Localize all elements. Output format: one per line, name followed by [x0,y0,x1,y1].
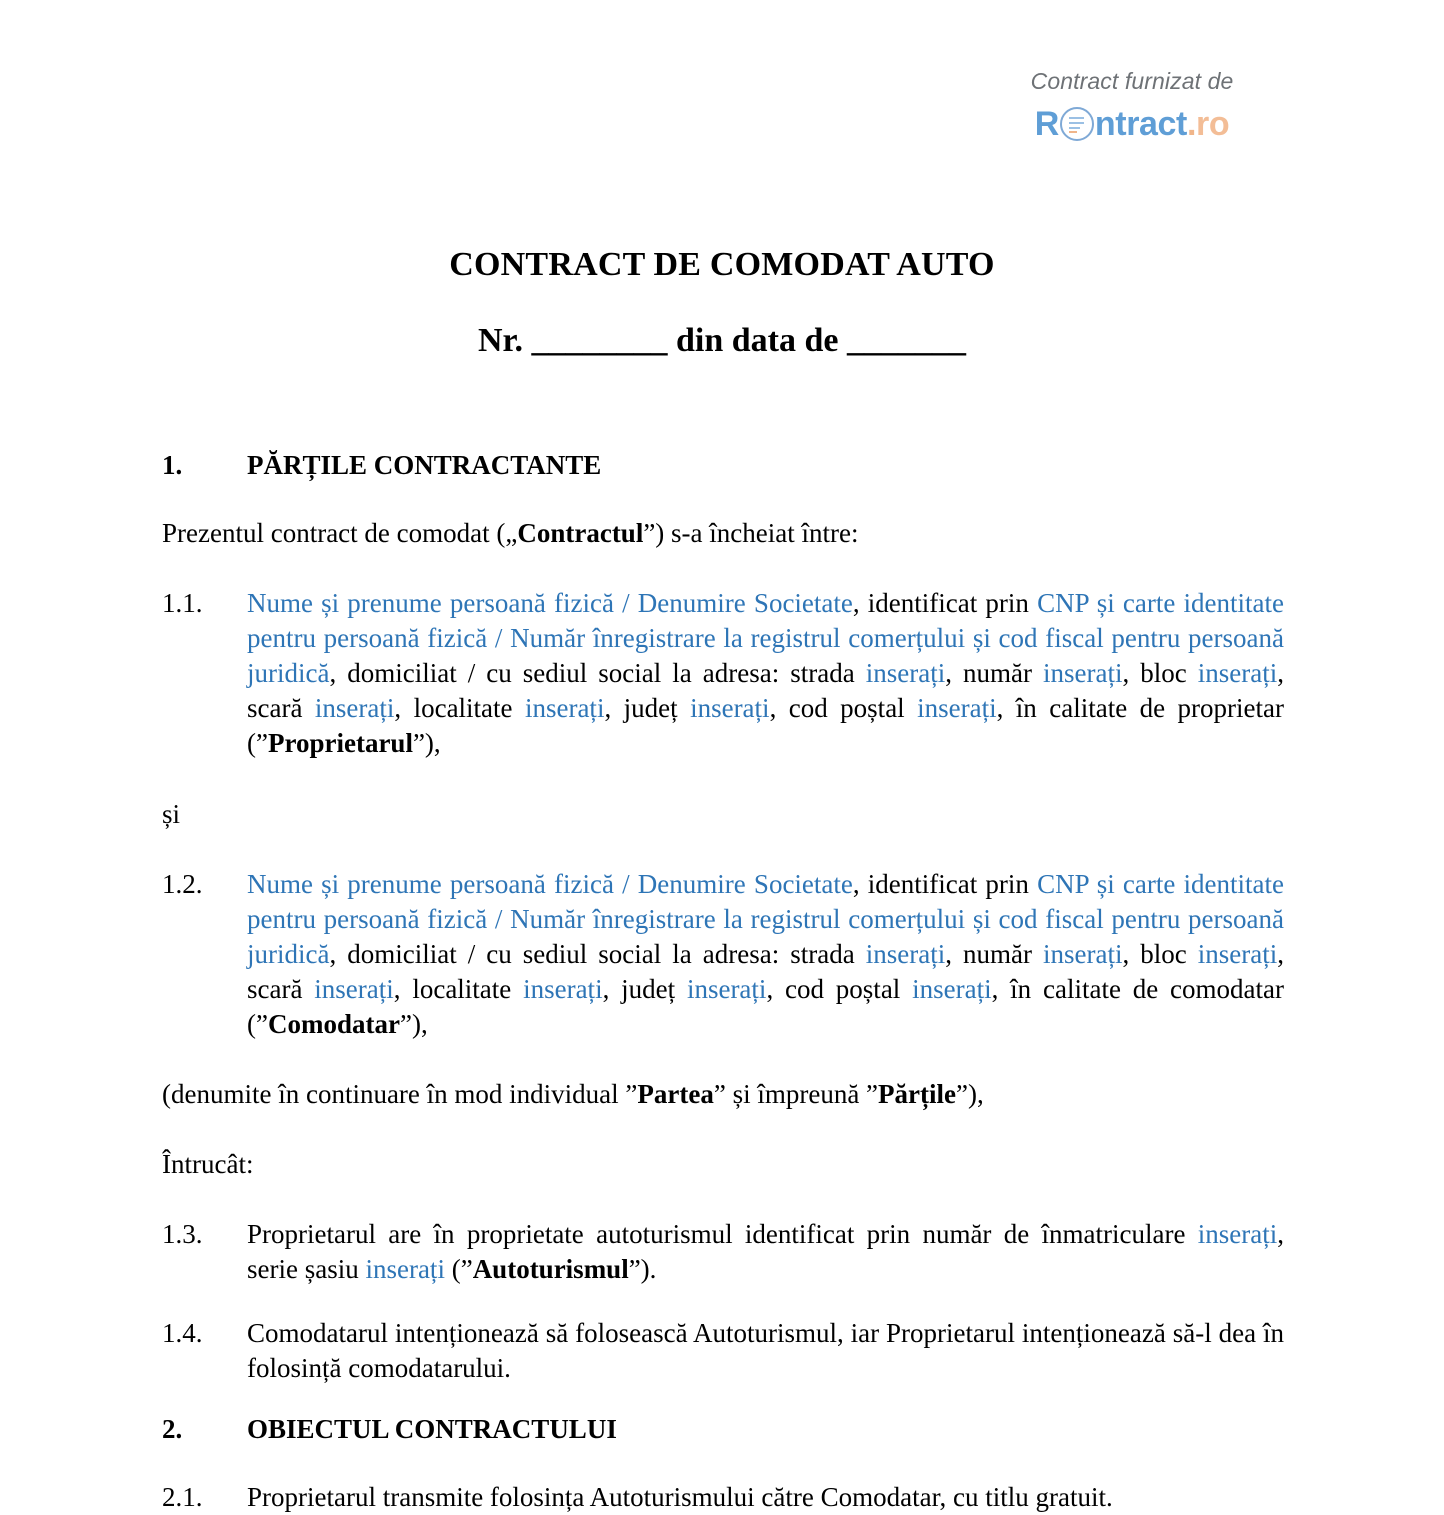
intro-term-contractul: Contractul [517,518,644,548]
clause-1-1-text-2: , domiciliat / cu sediul social la adresa: strada [329,658,866,689]
definitions-line [162,1077,1284,1112]
whereas-line: Întrucât: [162,1149,254,1180]
term-partea: Partea [637,1079,714,1110]
page-subtitle: Nr. ________ din data de _______ [477,322,967,359]
branding-block [982,70,1282,141]
field-name-party-1[interactable]: Nume și prenume persoană fizică / Denumire Societate [247,588,853,619]
conjunction-si: și [162,798,181,829]
field-number-party-1[interactable]: inserați [1042,658,1123,689]
clause-2-1 [162,1480,1284,1515]
intro-paragraph [162,516,1284,551]
clause-number-1-1: 1.1. [162,588,203,619]
clause-1-1-text-6: , localitate [394,693,525,724]
section-title-2: OBIECTUL CONTRACTULUI [247,1413,617,1444]
field-stair-party-1[interactable]: inserați [314,693,395,724]
section-number-2: 2. [162,1413,183,1444]
term-comodatar: Comodatar [267,1009,400,1040]
clause-1-1-text-5: , scară [247,658,1284,724]
clause-1-2-text-3: , număr [945,938,1043,969]
clause-1-3-text-2: , serie șasiu [247,1219,1284,1285]
clause-number-1-3: 1.3. [162,1219,203,1250]
field-block-party-2[interactable]: inserați [1197,938,1278,969]
term-proprietarul: Proprietarul [267,728,413,759]
clause-1-2-text-5: , scară [247,938,1284,1004]
field-chassis-number[interactable]: inserați [365,1254,445,1285]
field-county-party-1[interactable]: inserați [690,693,770,724]
document-circle-icon [1060,107,1094,141]
definitions-text-3: ”), [956,1079,984,1110]
clause-1-1-text-9: , în calitate de proprietar (” [247,693,1284,759]
clause-number-2-1: 2.1. [162,1481,203,1512]
logo-dot: . [1186,105,1197,143]
document-body [162,450,1284,1515]
clause-1-2-text-4: , bloc [1122,938,1198,969]
field-city-party-2[interactable]: inserați [523,973,603,1004]
definitions-text-2: ” și împreună ” [713,1079,879,1110]
intro-text-before: Prezentul contract de comodat („ [162,518,518,548]
field-street-party-1[interactable]: inserați [865,658,946,689]
clause-1-1-text-7: , județ [604,693,691,724]
clause-1-1-text-1: , identificat prin [852,588,1038,619]
brand-logo[interactable] [982,107,1282,141]
field-block-party-1[interactable]: inserați [1197,658,1278,689]
section-number-1: 1. [162,450,183,480]
logo-letter-r: R [1034,105,1059,143]
clause-1-3-text-3: (” [444,1254,473,1285]
clause-1-3 [162,1217,1284,1287]
section-heading-2 [162,1414,1284,1445]
clause-1-2-text-7: , județ [602,973,687,1004]
field-number-party-2[interactable]: inserați [1042,938,1123,969]
clause-1-2-text-8: , cod poștal [766,973,913,1004]
field-city-party-1[interactable]: inserați [524,693,605,724]
logo-text-ntract: ntract [1094,105,1187,143]
field-postcode-party-1[interactable]: inserați [917,693,997,724]
clause-1-2-text-10: ”), [399,1009,428,1040]
clause-2-1-text: Proprietarul transmite folosința Autoturismului către Comodatar, cu titlu gratuit. [247,1481,1113,1512]
brand-caption: Contract furnizat de [1030,68,1234,94]
field-postcode-party-2[interactable]: inserați [912,973,992,1004]
clause-1-3-text-1: Proprietarul are în proprietate autoturismul identificat prin număr de înmatriculare [247,1219,1198,1250]
section-title-1: PĂRȚILE CONTRACTANTE [247,450,602,480]
definitions-text-1: (denumite în continuare în mod individual ” [162,1079,638,1110]
clause-1-1-text-10: ”), [412,728,441,759]
clause-1-1 [162,586,1284,761]
intro-text-after: ”) s-a încheiat între: [643,518,859,548]
clause-1-4 [162,1316,1284,1386]
field-stair-party-2[interactable]: inserați [314,973,394,1004]
page-title: CONTRACT DE COMODAT AUTO [449,246,995,283]
clause-1-3-text-4: ”). [628,1254,657,1285]
section-heading-1 [162,450,1284,481]
field-id-party-1[interactable]: CNP și carte identitate pentru persoană fizică / Număr înregistrare la registrul comerțului și cod fiscal pentru persoană juridică [247,588,1284,689]
clause-number-1-2: 1.2. [162,868,203,899]
clause-1-2-text-1: , identificat prin [852,868,1038,899]
field-name-party-2[interactable]: Nume și prenume persoană fizică / Denumire Societate [247,868,853,899]
clause-1-2 [162,867,1284,1042]
clause-1-1-text-4: , bloc [1122,658,1198,689]
clause-number-1-4: 1.4. [162,1317,203,1348]
field-county-party-2[interactable]: inserați [686,973,767,1004]
field-street-party-2[interactable]: inserați [865,938,946,969]
term-partile: Părțile [878,1079,957,1110]
field-plate-number[interactable]: inserați [1197,1219,1278,1250]
field-id-party-2[interactable]: CNP și carte identitate pentru persoană fizică / Număr înregistrare la registrul comerțului și cod fiscal pentru persoană juridică [247,868,1284,969]
clause-1-4-text: Comodatarul intenționează să folosească Autoturismul, iar Proprietarul intenționează să-l dea în folosință comodatarului. [247,1317,1284,1383]
clause-1-2-text-2: , domiciliat / cu sediul social la adresa: strada [329,938,866,969]
clause-1-1-text-8: , cod poștal [769,693,918,724]
logo-tld-ro: ro [1196,105,1230,143]
clause-1-2-text-6: , localitate [393,973,524,1004]
clause-1-2-text-9: , în calitate de comodatar (” [247,973,1284,1040]
clause-1-1-text-3: , număr [945,658,1043,689]
term-autoturismul: Autoturismul [472,1254,629,1285]
